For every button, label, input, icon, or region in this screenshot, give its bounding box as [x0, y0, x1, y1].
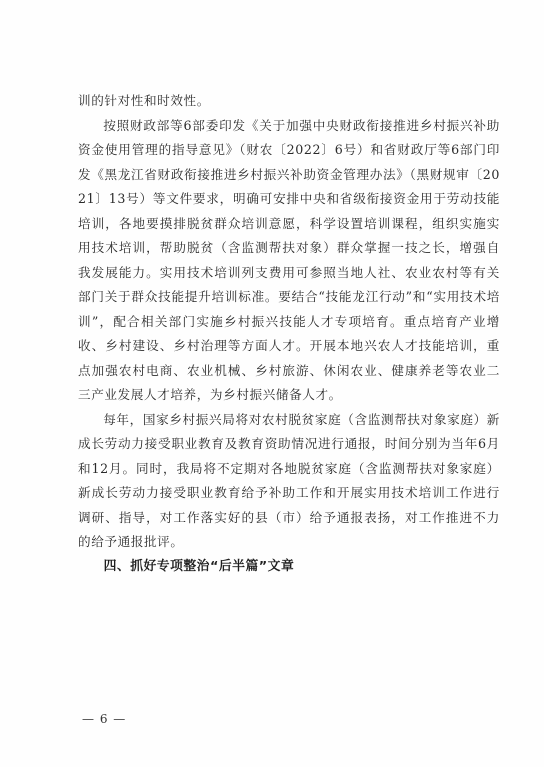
section-heading: 四、抓好专项整治“后半篇”文章 — [103, 558, 295, 574]
paragraph-continuation: 训的针对性和时效性。 — [78, 93, 210, 108]
paragraph-funding-policy: 按照财政部等6部委印发《关于加强中央财政衔接推进乡村振兴补助资金使用管理的指导意见》（财农〔2022〕6号）和省财政厅等6部门印发《黑龙江省财政衔接推进乡村振兴补助资金管理办法》（黑财规审〔2021〕13号）等文件要求，明确可安排中央和省级衔接资金用于劳动技能培训，各地要摸排脱贫群众培训意愿，科学设置培训课程，组织实施实用技术培训，帮助脱贫（含监测帮扶对象）群众掌握一技之长，增强自我发展能力。实用技术培训列支费用可参照当地人社、农业农村等有关部门关于群众技能提升培训标准。要结合“技能龙江行动”和“实用技术培训”，配合相关部门实施乡村振兴技能人才专项培育。重点培育产业增收、乡村建设、乡村治理等方面人才。开展本地兴农人才技能培训，重点加强农村电商、农业机械、乡村旅游、休闲农业、健康养老等农业二三产业发展人才培养，为乡村振兴储备人才。 — [78, 117, 500, 402]
paragraph-annual-report: 每年，国家乡村振兴局将对农村脱贫家庭（含监测帮扶对象家庭）新成长劳动力接受职业教育及教育资助情况进行通报，时间分别为当年6月和12月。同时，我局将不定期对各地脱贫家庭（含监测帮扶对象家庭）新成长劳动力接受职业教育给予补助工作和开展实用技术培训工作进行调研、指导，对工作落实好的县（市）给予通报表扬，对工作推进不力的给予通报批评。 — [78, 411, 500, 549]
document-body — [78, 89, 500, 579]
page-number: — 6 — — [82, 712, 127, 726]
